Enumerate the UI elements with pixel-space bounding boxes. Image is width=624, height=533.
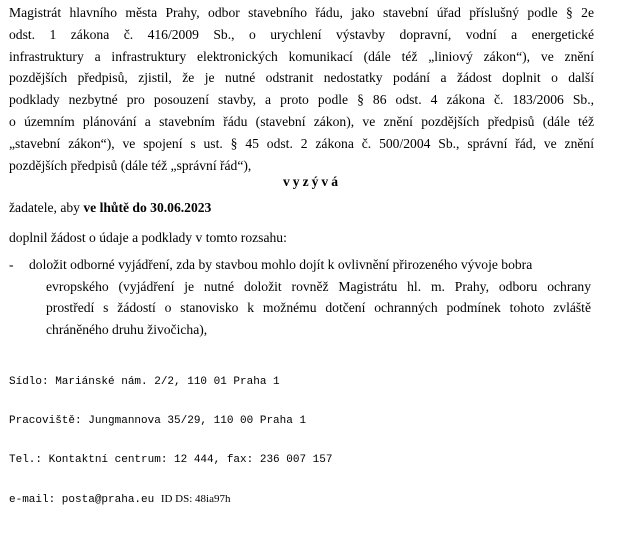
footer-workplace: Pracoviště: Jungmannova 35/29, 110 00 Praha 1 <box>9 415 307 427</box>
applicant-prefix: žadatele, aby <box>9 200 84 215</box>
heading-vyzyva: vyzývá <box>282 174 342 189</box>
footer-phone: Tel.: Kontaktní centrum: 12 444, fax: 236 007 157 <box>9 454 333 466</box>
intro-line: pozdějších předpisů, zjistil, že je nutné odstranit nedostatky podání a žádost doplnit o další <box>9 70 594 86</box>
intro-line: infrastruktury a infrastruktury elektronických komunikací (dále též „liniový zákon“), ve znění <box>9 48 594 64</box>
footer-email-line <box>9 493 332 507</box>
intro-line: pozdějších předpisů (dále též „správní řád“), <box>9 157 252 173</box>
bullet-line: evropského (vyjádření je nutné doložit rovněž Magistrátu hl. m. Prahy, odboru ochrany <box>46 278 591 294</box>
bullet-text <box>29 254 591 340</box>
intro-line: podklady nezbytné pro posouzení stavby, a proto podle § 86 odst. 4 zákona č. 183/2006 Sb., <box>9 92 594 108</box>
applicant-line <box>9 200 211 216</box>
intro-paragraph <box>9 2 594 176</box>
footer-email: e-mail: posta@praha.eu <box>9 494 161 506</box>
bullet-line: prostředí s žádostí o stanovisko k možnému dotčení ochranných podmínek tohoto zvláště <box>46 300 591 315</box>
bullet-mark: - <box>9 257 14 272</box>
scope-line: doplnil žádost o údaje a podklady v tomto rozsahu: <box>9 230 287 245</box>
intro-line: „stavební zákon“), ve spojení s ust. § 45 odst. 2 zákona č. 500/2004 Sb., správní řád, ve znění <box>9 135 594 151</box>
intro-line: Magistrát hlavního města Prahy, odbor stavebního řádu, jako stavební úřad příslušný podle § 2e <box>9 5 594 20</box>
deadline: ve lhůtě do 30.06.2023 <box>83 200 212 215</box>
bullet-line: chráněného druhu živočicha), <box>46 321 208 337</box>
footer-address: Sídlo: Mariánské nám. 2/2, 110 01 Praha 1 <box>9 376 280 388</box>
intro-line: odst. 1 zákona č. 416/2009 Sb., o urychlení výstavby dopravní, vodní a energetické <box>9 26 594 42</box>
bullet-line: doložit odborné vyjádření, zda by stavbou mohlo dojít k ovlivnění přirozeného vývoje bobra <box>29 257 533 272</box>
intro-line: o územním plánování a stavebním řádu (stavební zákon), ve znění pozdějších předpisů (dále též <box>9 113 594 129</box>
footer-data-box: ID DS: 48ia97h <box>160 493 231 505</box>
